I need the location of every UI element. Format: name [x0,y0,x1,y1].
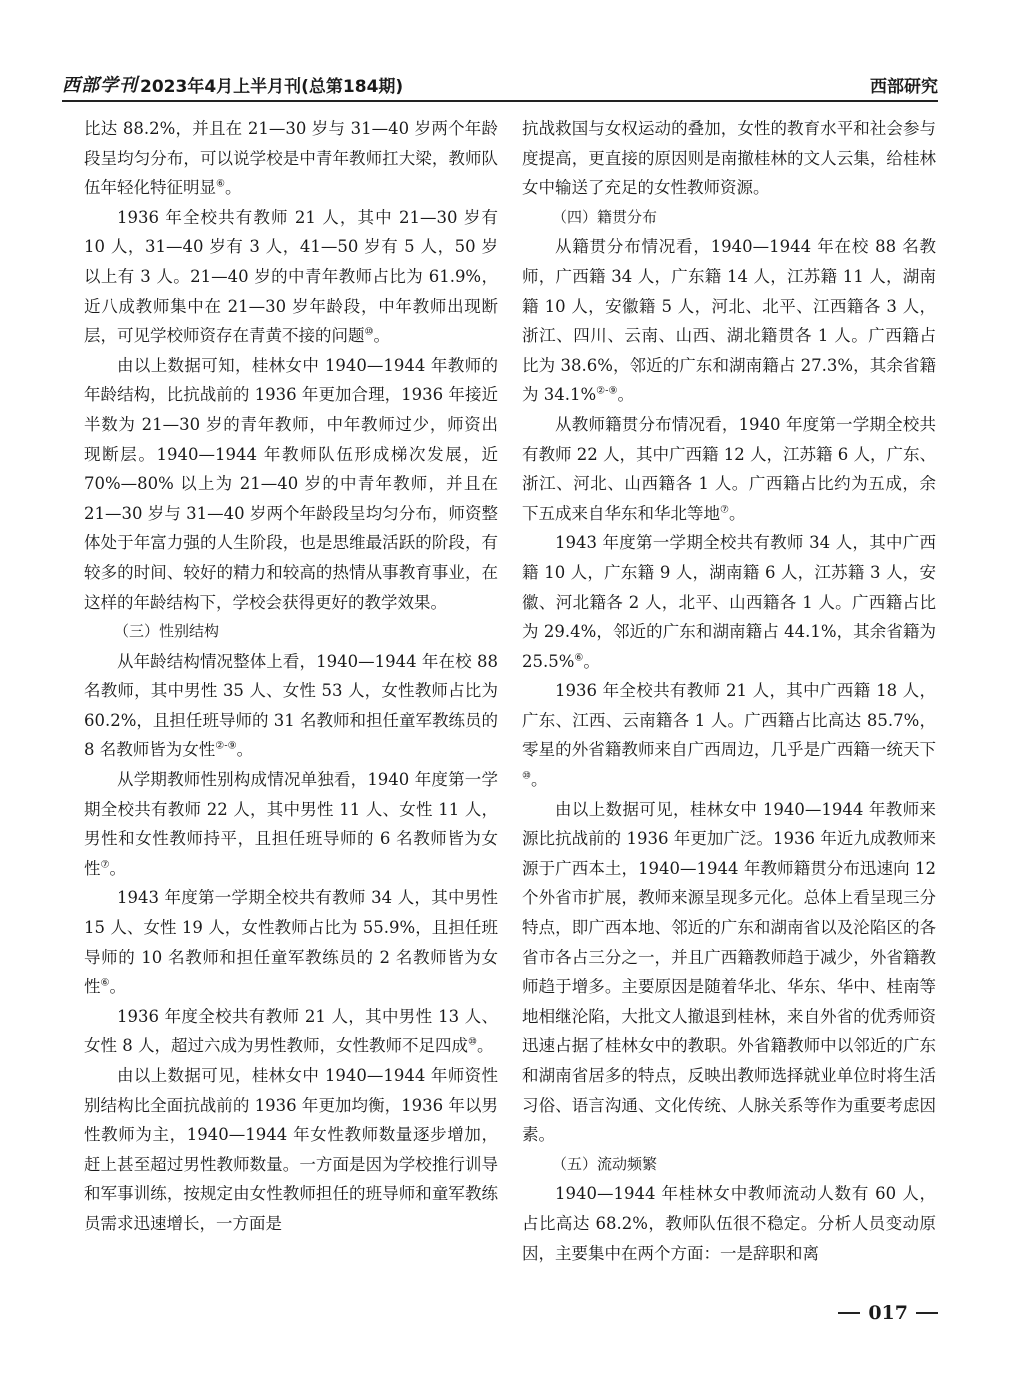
journal-logo: 西部学刊 [62,75,138,96]
paragraph [522,114,936,203]
paragraph-text: （五）流动频繁 [552,1154,658,1173]
paragraph-end: 。 [224,178,242,198]
header-left [62,71,403,100]
footnote-ref: ②-⑨ [215,740,237,752]
paragraph-text: 从籍贯分布情况看，1940—1944 年在校 88 名教师，广西籍 34 人，广东籍 14 人，江苏籍 11 人，湖南籍 10 人，安徽籍 5 人，河北、北平、江西籍各 3 人，浙江、四川、云南、山西、湖北籍贯各 1 人。广西籍占比为 38.6%，邻近的广东和湖南籍占 27.3%，其余省籍为 34.1% [522,237,936,405]
paragraph [522,410,936,528]
footnote-ref: ⑦ [100,859,110,871]
paragraph-end: 。 [236,740,254,760]
paragraph [84,765,498,883]
paragraph-text: 从年龄结构情况整体上看，1940—1944 年在校 88 名教师，其中男性 35 人、女性 53 人，女性教师占比为 60.2%，且担任班导师的 31 名教师和担任童军教练员的 8 名教师皆为女性 [84,651,498,760]
paragraph [84,114,498,203]
paragraph-end: 。 [530,770,548,790]
paragraph [84,647,498,765]
footnote-ref: ⑩ [364,326,374,338]
section-name: 西部研究 [870,77,938,97]
paragraph [84,883,498,1001]
paragraph-text: （四）籍贯分布 [552,207,658,226]
paragraph-text: 由以上数据可见，桂林女中 1940—1944 年师资性别结构比全面抗战前的 1936 年更加均衡，1936 年以男性教师为主，1940—1944 年女性教师数量逐步增加，赶上甚至超过男性教师数量。一方面是因为学校推行训导和军事训练，按规定由女性教师担任的班导师和童军教练员需求迅速增长，一方面是 [84,1066,498,1233]
paragraph-text: 1936 年度全校共有教师 21 人，其中男性 13 人、女性 8 人，超过六成为男性教师，女性教师不足四成 [84,1006,498,1056]
footnote-ref: ⑥ [574,652,584,664]
paragraph-text: 由以上数据可知，桂林女中 1940—1944 年教师的年龄结构，比抗战前的 1936 年更加合理，1936 年接近半数为 21—30 岁的青年教师，中年教师过少，师资出现断层。1940—1944 年教师队伍形成梯次发展，近 70%—80% 以上为 21—40 岁的中青年教师，并且在 21—30 岁与 31—40 岁两个年龄段呈均匀分布，师资整体处于年富力强的人生阶段，也是思维最活跃的阶段，有较多的时间、较好的精力和较高的热情从事教育事业，在这样的年龄结构下，学校会获得更好的教学效果。 [84,355,498,612]
paragraph-text: 1936 年全校共有教师 21 人，其中 21—30 岁有 10 人，31—40 岁有 3 人，41—50 岁有 5 人，50 岁以上有 3 人。21—40 岁的中青年教师占比为 61.9%，近八成教师集中在 21—30 岁年龄段，中年教师出现断层，可见学校师资存在青黄不接的问题 [84,207,498,346]
section-heading [84,617,498,647]
paragraph [84,1002,498,1061]
paragraph [84,351,498,617]
paragraph-end: 。 [728,503,746,523]
paragraph-text: 比达 88.2%，并且在 21—30 岁与 31—40 岁两个年龄段呈均匀分布，可以说学校是中青年教师扛大梁，教师队伍年轻化特征明显 [84,119,498,198]
left-column [84,114,498,1239]
paragraph-text: 由以上数据可见，桂林女中 1940—1944 年教师来源比抗战前的 1936 年更加广泛。1936 年近九成教师来源于广西本土，1940—1944 年教师籍贯分布迅速向 12 个外省市扩展，教师来源呈现多元化。总体上看呈现三分特点，即广西本地、邻近的广东和湖南省以及沦陷区的各省市各占三分之一，并且广西籍教师趋于减少，外省籍教师趋于增多。主要原因是随着华北、华东、华中、桂南等地相继沦陷，大批文人撤退到桂林，来自外省的优秀师资迅速占据了桂林女中的教职。外省籍教师中以邻近的广东和湖南省居多的特点，反映出教师选择就业单位时将生活习俗、语言沟通、文化传统、人脉关系等作为重要考虑因素。 [522,799,936,1145]
paragraph [522,1179,936,1268]
paragraph-text: 1940—1944 年桂林女中教师流动人数有 60 人，占比高达 68.2%，教师队伍很不稳定。分析人员变动原因，主要集中在两个方面：一是辞职和离 [522,1184,936,1263]
page-footer [838,1302,938,1324]
paragraph-text: 1943 年度第一学期全校共有教师 34 人，其中男性 15 人、女性 19 人，女性教师占比为 55.9%，且担任班导师的 10 名教师和担任童军教练员的 2 名教师皆为女性 [84,888,498,997]
paragraph [522,232,936,410]
footnote-ref: ⑥ [100,977,110,989]
paragraph-text: 从学期教师性别构成情况单独看，1940 年度第一学期全校共有教师 22 人，其中男性 11 人、女性 11 人，男性和女性教师持平，且担任班导师的 6 名教师皆为女性 [84,770,498,878]
paragraph-end: 。 [109,977,126,997]
paragraph-end: 。 [583,651,600,671]
footnote-ref: ⑥ [216,178,225,190]
footer-dash-right [916,1312,938,1314]
footer-dash-left [838,1312,860,1314]
paragraph-end: 。 [109,858,126,878]
right-column [522,114,936,1268]
paragraph-text: 从教师籍贯分布情况看，1940 年度第一学期全校共有教师 22 人，其中广西籍 12 人，江苏籍 6 人，广东、浙江、河北、山西籍各 1 人。广西籍占比约为五成，余下五成来自华东和华北等地 [522,414,936,523]
footnote-ref: ⑩ [468,1036,477,1048]
paragraph [522,528,936,676]
paragraph-text: （三）性别结构 [114,622,220,641]
paragraph-text: 1943 年度第一学期全校共有教师 34 人，其中广西籍 10 人，广东籍 9 人，湖南籍 6 人，江苏籍 3 人，安徽、河北籍各 2 人，北平、山西籍各 1 人。广西籍占比为 29.4%，邻近的广东和湖南籍占 44.1%，其余省籍为 25.5% [522,533,936,671]
footnote-ref: ②-⑨ [596,385,618,397]
section-heading [522,203,936,233]
paragraph [84,203,498,351]
paragraph-text: 1936 年全校共有教师 21 人，其中广西籍 18 人，广东、江西、云南籍各 1 人。广西籍占比高达 85.7%，零星的外省籍教师来自广西周边，几乎是广西籍一统天下 [522,681,936,760]
footnote-ref: ⑩ [522,770,531,782]
paragraph [84,1061,498,1239]
paragraph [522,795,936,1150]
paragraph-text: 抗战救国与女权运动的叠加，女性的教育水平和社会参与度提高，更直接的原因则是南撤桂林的文人云集，给桂林女中输送了充足的女性教师资源。 [522,119,936,198]
paragraph-end: 。 [617,385,634,405]
section-heading [522,1150,936,1180]
paragraph-end: 。 [476,1036,494,1056]
issue-label: 2023年4月上半月刊(总第184期) [140,77,404,97]
footnote-ref: ⑦ [720,504,729,516]
running-header [62,72,938,102]
page-number: 017 [868,1302,908,1324]
paragraph-end: 。 [373,326,390,346]
paragraph [522,676,936,794]
